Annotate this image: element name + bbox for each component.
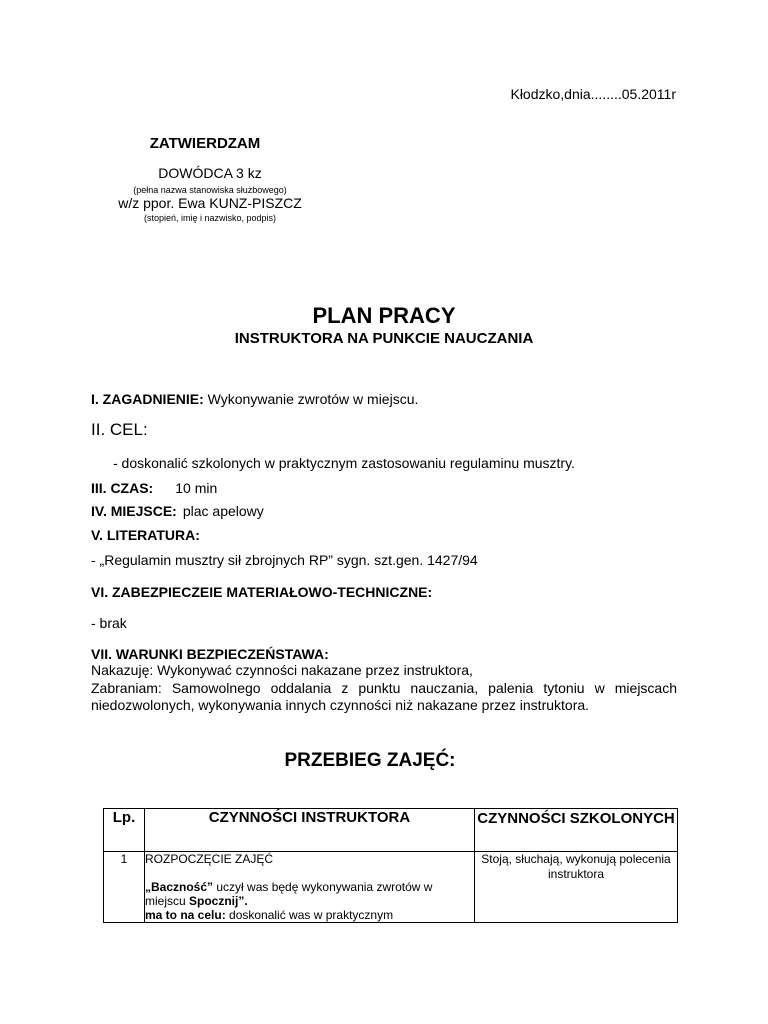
row-command-text — [145, 880, 474, 908]
row-lp: 1 — [104, 852, 145, 923]
przebieg-heading: PRZEBIEG ZAJĘĆ: — [284, 750, 456, 771]
approval-block — [90, 135, 330, 223]
place-date: Kłodzko,dnia........05.2011r — [510, 86, 676, 102]
section-label: IV. MIEJSCE: — [91, 503, 177, 519]
col-trainees-header: CZYNNOŚCI SZKOLONYCH — [475, 809, 678, 852]
document-subtitle: INSTRUKTORA NA PUNKCIE NAUCZANIA — [234, 330, 534, 347]
section-bezpieczenstwo-line1: Nakazuję: Wykonywać czynności nakazane przez instruktora, — [91, 662, 473, 678]
lesson-table — [103, 808, 678, 923]
command-rest: Spocznij”. — [189, 894, 248, 908]
purpose-text: doskonalić was w praktycznym — [225, 908, 394, 922]
position: DOWÓDCA 3 kz — [158, 165, 262, 181]
section-bezpieczenstwo-line2: Zabraniam: Samowolnego oddalania z punktu nauczania, palenia tytoniu w miejscach niedozwolonych, wykonywania innych czynności niż nakazane przez instruktora. — [91, 680, 677, 713]
row-purpose — [145, 908, 474, 922]
table-header-row — [104, 809, 678, 852]
signer: w/z ppor. Ewa KUNZ-PISZCZ — [118, 195, 302, 211]
section-cel-label: II. CEL: — [91, 420, 148, 439]
section-label: III. CZAS: — [91, 480, 154, 496]
section-literatura-label: V. LITERATURA: — [91, 527, 200, 543]
row-instructor-actions — [145, 852, 475, 923]
section-text: plac apelowy — [182, 503, 264, 519]
purpose-label: ma to na celu: — [145, 908, 226, 922]
row-trainee-actions: Stoją, słuchają, wykonują polecenia instruktora — [475, 852, 678, 923]
command-attention: „Baczność” — [145, 880, 214, 894]
position-note: (pełna nazwa stanowiska służbowego) — [133, 185, 287, 195]
section-zabezpieczenie-text: - brak — [91, 615, 127, 631]
section-text: 10 min — [175, 480, 218, 496]
section-czas — [91, 480, 677, 496]
section-zabezpieczenie-label: VI. ZABEZPIECZEIE MATERIAŁOWO-TECHNICZNE: — [91, 584, 433, 600]
signer-note: (stopień, imię i nazwisko, podpis) — [143, 213, 277, 223]
section-bezpieczenstwo-label: VII. WARUNKI BEZPIECZEŃSTAWA: — [91, 646, 329, 662]
row-title: ROZPOCZĘCIE ZAJĘĆ — [145, 852, 274, 866]
section-literatura-text: - „Regulamin musztry sił zbrojnych RP” sygn. szt.gen. 1427/94 — [91, 552, 478, 568]
col-instructor-header: CZYNNOŚCI INSTRUKTORA — [145, 809, 475, 852]
section-miejsce — [91, 503, 677, 519]
section-zagadnienie — [91, 391, 677, 407]
table-row — [104, 852, 678, 923]
section-text: Wykonywanie zwrotów w miejscu. — [203, 391, 419, 407]
col-lp-header: Lp. — [104, 809, 145, 852]
command-text: uczył was będę wykonywania zwrotów w miejscu — [145, 880, 433, 908]
section-label: I. ZAGADNIENIE: — [91, 391, 204, 407]
document-title: PLAN PRACY — [312, 303, 456, 328]
approve-label: ZATWIERDZAM — [149, 135, 261, 152]
section-cel-text: - doskonalić szkolonych w praktycznym zastosowaniu regulaminu musztry. — [113, 455, 575, 471]
